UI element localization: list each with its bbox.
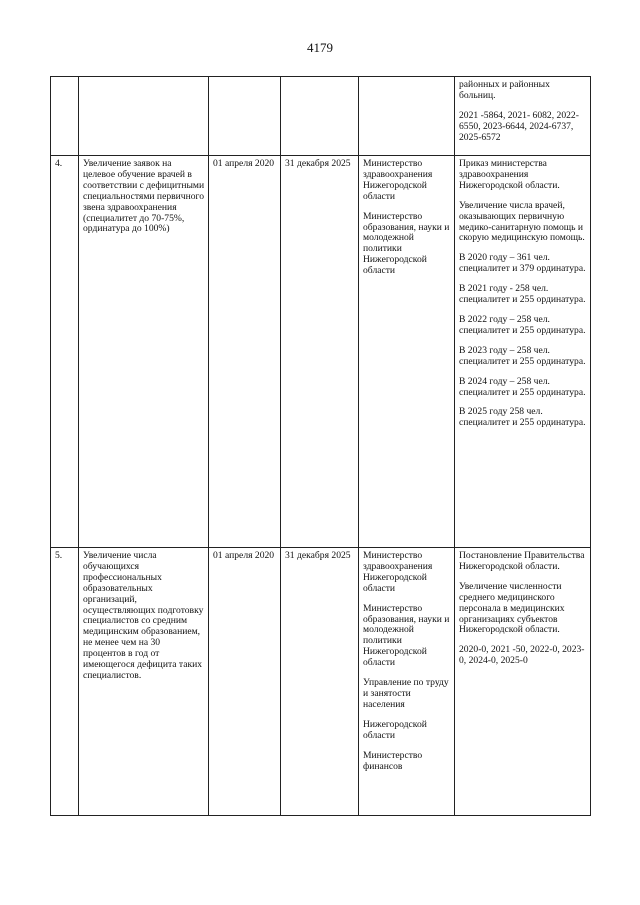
executors-cell [359, 77, 455, 156]
row-number-cell [51, 77, 79, 156]
measures-table [50, 76, 591, 816]
executor-item: Министерство здравоохранения Нижегородской области [363, 158, 433, 202]
result-cell [455, 77, 591, 156]
result-paragraph: В 2024 году – 258 чел. специалитет и 255 ординатура. [459, 375, 586, 398]
page-number: 4179 [307, 40, 333, 55]
executor-item: Министерство здравоохранения Нижегородской области [363, 550, 433, 594]
result-paragraph: Увеличение численности среднего медицинского персонала в медицинских организациях субъектов Нижегородской области. [459, 580, 565, 636]
executors-cell [359, 156, 455, 548]
executor-item: Управление по труду и занятости населения [363, 677, 449, 710]
table-body [51, 77, 591, 816]
end-date-cell: 31 декабря 2025 [281, 156, 359, 548]
result-paragraph: Приказ министерства здравоохранения Нижегородской области. [459, 158, 560, 191]
row-number-cell: 5. [51, 548, 79, 816]
result-paragraph: 2020-0, 2021 -50, 2022-0, 2023-0, 2024-0, 2025-0 [459, 644, 585, 667]
result-paragraph: Постановление Правительства Нижегородской области. [459, 550, 585, 572]
event-cell: Увеличение заявок на целевое обучение врачей в соответствии с дефицитными специальностями первичного звена здравоохранения (специалитет до 70-75%, ординатура до 100%) [79, 156, 209, 548]
result-paragraph: В 2022 году – 258 чел. специалитет и 255 ординатура. [459, 313, 586, 336]
event-cell: Увеличение числа обучающихся профессиональных образовательных организаций, осуществляющих подготовку специалистов со средним медицинским образованием, не менее чем на 30 процентов в год от имеющегося дефицита таких специалистов. [79, 548, 209, 816]
executor-item: Министерство образования, науки и молодежной политики Нижегородской области [363, 210, 450, 277]
executors-cell [359, 548, 455, 816]
event-cell [79, 77, 209, 156]
row-number-cell: 4. [51, 156, 79, 548]
result-paragraph: районных и районных больниц. [459, 79, 550, 101]
result-paragraph: В 2025 году 258 чел. специалитет и 255 ординатура. [459, 406, 586, 429]
result-cell [455, 548, 591, 816]
end-date-cell [281, 77, 359, 156]
end-date-cell: 31 декабря 2025 [281, 548, 359, 816]
table-row [51, 77, 591, 156]
start-date-cell: 01 апреля 2020 [209, 156, 281, 548]
start-date-cell: 01 апреля 2020 [209, 548, 281, 816]
table-row [51, 548, 591, 816]
result-cell [455, 156, 591, 548]
result-paragraph: Увеличение числа врачей, оказывающих первичную медико-санитарную помощь и скорую медицинскую помощь. [459, 199, 585, 244]
executor-item: Нижегородской области [363, 718, 427, 741]
result-paragraph: В 2021 году - 258 чел. специалитет и 255 ординатура. [459, 283, 586, 306]
result-paragraph: В 2020 году – 361 чел. специалитет и 379 ординатура. [459, 252, 586, 275]
result-paragraph: В 2023 году – 258 чел. специалитет и 255 ординатура. [459, 344, 586, 367]
table-row [51, 156, 591, 548]
executor-item: Министерство финансов [363, 749, 423, 772]
start-date-cell [209, 77, 281, 156]
result-paragraph: 2021 -5864, 2021- 6082, 2022-6550, 2023-6644, 2024-6737, 2025-6572 [459, 109, 579, 143]
executor-item: Министерство образования, науки и молодежной политики Нижегородской области [363, 602, 450, 669]
